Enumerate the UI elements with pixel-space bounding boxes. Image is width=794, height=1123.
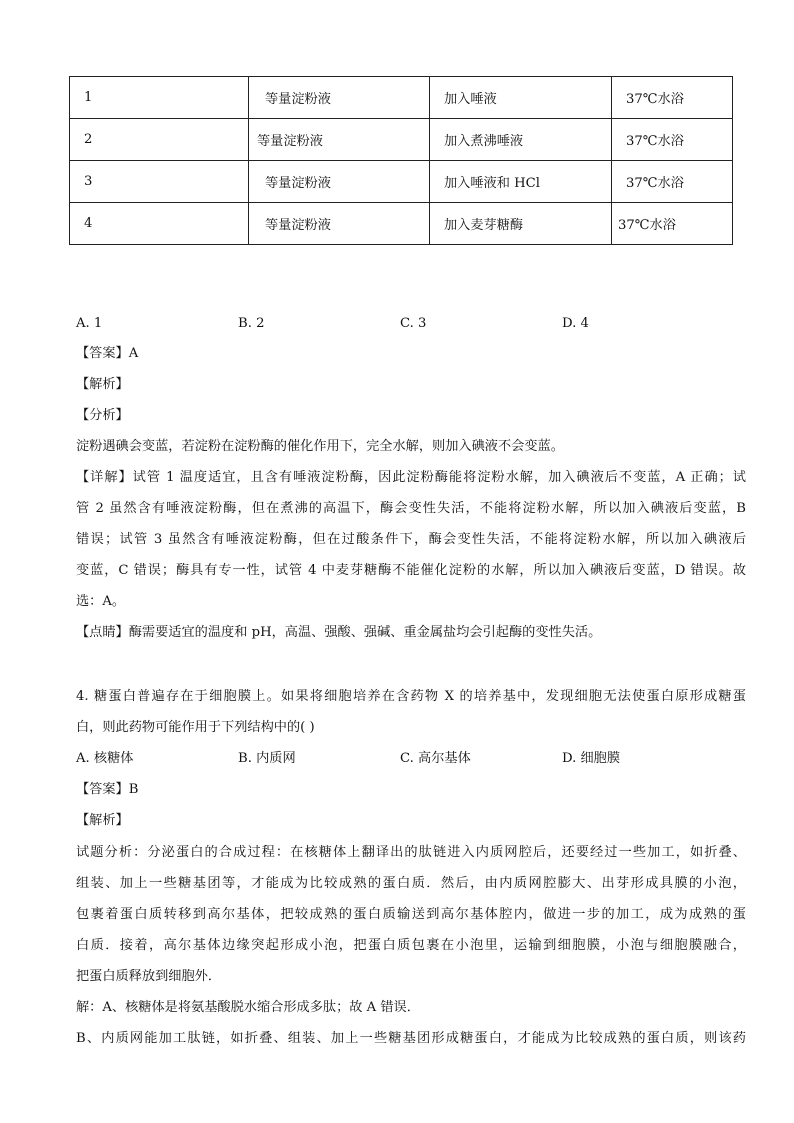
q3-jiexi-heading: 【解析】 [76,377,129,392]
temperature: 37℃水浴 [612,161,733,203]
q4-analysis-line: 试题分析：分泌蛋白的合成过程：在核糖体上翻译出的肽链进入内质网腔后，还要经过一些加工，如折叠、 [76,845,746,860]
q4-stem-line: 白，则此药物可能作用于下列结构中的( ) [76,720,315,735]
temperature: 37℃水浴 [612,119,733,161]
q4-option-c: C. 高尔基体 [400,751,471,766]
q3-detail-line: 【详解】试管 1 温度适宜，且含有唾液淀粉酶，因此淀粉酶能将淀粉水解，加入碘液后不变蓝，A 正确；试 [76,470,746,485]
starch-amount: 等量淀粉液 [249,77,430,119]
q3-option-a: A. 1 [76,316,103,331]
q3-detail-line: 变蓝，C 错误；酶具有专一性，试管 4 中麦芽糖酶不能催化淀粉的水解，所以加入碘液后变蓝，D 错误。故 [76,563,746,578]
q4-analysis-line: 白质．接着，高尔基体边缘突起形成小泡，把蛋白质包裹在小泡里，运输到细胞膜，小泡与细胞膜融合， [76,938,746,953]
treatment: 加入麦芽糖酶 [430,203,612,245]
q3-detail-line: 管 2 虽然含有唾液淀粉酶，但在煮沸的高温下，酶会变性失活，不能将淀粉水解，所以加入碘液后变蓝，B [76,501,746,516]
q3-fenxi-text: 淀粉遇碘会变蓝，若淀粉在淀粉酶的催化作用下，完全水解，则加入碘液不会变蓝。 [76,439,564,454]
table-row [70,77,733,119]
q3-detail-line: 错误；试管 3 虽然含有唾液淀粉酶，但在过酸条件下，酶会变性失活，不能将淀粉水解，所以加入碘液后 [76,532,746,547]
q4-option-d: D. 细胞膜 [562,751,621,766]
q3-option-c: C. 3 [400,316,427,331]
temperature: 37℃水浴 [612,203,733,245]
q3-tip: 【点睛】酶需要适宜的温度和 pH，高温、强酸、强碱、重金属盐均会引起酶的变性失活。 [76,625,602,640]
temperature: 37℃水浴 [612,77,733,119]
q3-fenxi-heading: 【分析】 [76,408,129,423]
q4-jiexi-heading: 【解析】 [76,813,129,828]
tube-number: 1 [70,77,249,119]
treatment: 加入煮沸唾液 [430,119,612,161]
q3-detail-line: 选：A。 [76,594,126,609]
starch-amount: 等量淀粉液 [249,161,430,203]
tube-number: 2 [70,119,249,161]
starch-amount: 等量淀粉液 [249,119,430,161]
q3-option-b: B. 2 [238,316,265,331]
q3-answer: 【答案】A [76,346,139,361]
q4-analysis-line: 把蛋白质释放到细胞外． [76,969,222,984]
starch-amount: 等量淀粉液 [249,203,430,245]
q4-solution-b: B、内质网能加工肽链，如折叠、组装、加上一些糖基团形成糖蛋白，才能成为比较成熟的蛋白质，则该药 [76,1031,746,1046]
q4-solution-a: 解：A、核糖体是将氨基酸脱水缩合形成多肽；故 A 错误． [76,1000,420,1015]
q3-option-d: D. 4 [562,316,589,331]
experiment-table [69,76,733,245]
treatment: 加入唾液 [430,77,612,119]
q4-option-a: A. 核糖体 [76,751,134,766]
q4-option-b: B. 内质网 [238,751,296,766]
tube-number: 4 [70,203,249,245]
q4-answer: 【答案】B [76,782,139,797]
table-row [70,203,733,245]
table-row [70,161,733,203]
treatment: 加入唾液和 HCl [430,161,612,203]
tube-number: 3 [70,161,249,203]
q4-analysis-line: 组装、加上一些糖基团等，才能成为比较成熟的蛋白质．然后，由内质网腔膨大、出芽形成具膜的小泡， [76,876,746,891]
q4-stem-line: 4. 糖蛋白普遍存在于细胞膜上。如果将细胞培养在含药物 X 的培养基中，发现细胞无法使蛋白原形成糖蛋 [76,689,746,704]
table-row [70,119,733,161]
q4-analysis-line: 包裹着蛋白质转移到高尔基体，把较成熟的蛋白质输送到高尔基体腔内，做进一步的加工，成为成熟的蛋 [76,907,746,922]
